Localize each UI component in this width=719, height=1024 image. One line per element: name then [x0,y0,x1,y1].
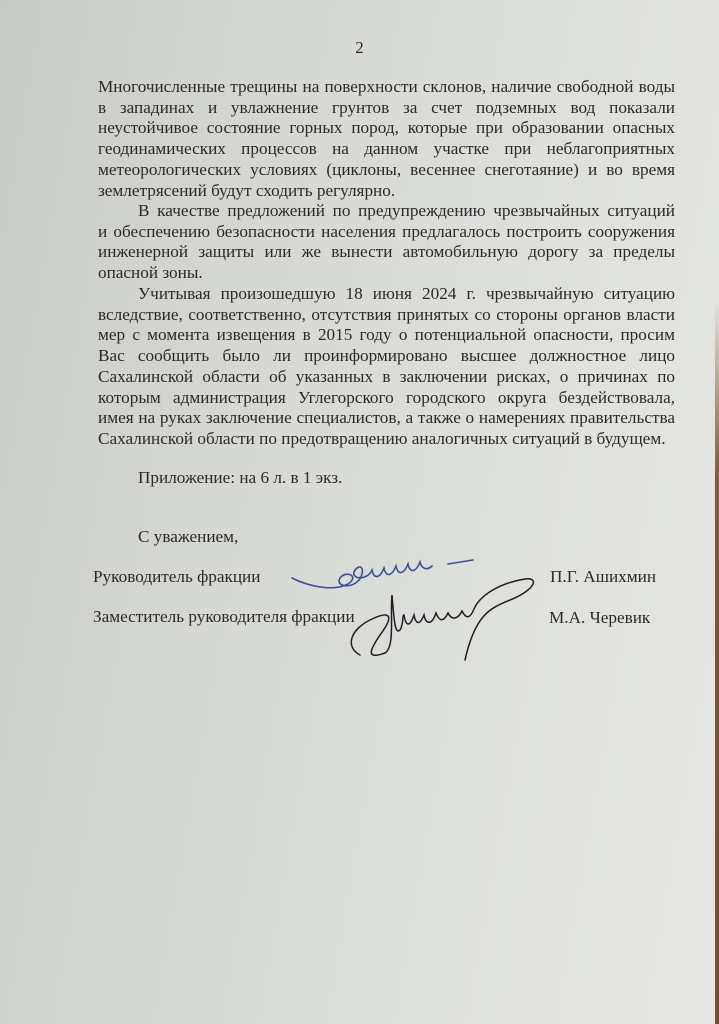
paragraph-slope-cracks [98,77,675,201]
table-edge [715,300,719,1024]
text-line: В качестве предложений по предупреждению чрезвычайных ситуаций [138,201,675,220]
text-line: метеорологических условиях (циклоны, весеннее снеготаяние) и во время [98,159,675,179]
text-line: инженерной защиты или же вынести автомобильную дорогу за пределы [98,242,675,262]
page-number: 2 [355,38,364,57]
text-line: Многочисленные трещины на поверхности склонов, наличие свободной воды [98,77,675,96]
text-line: в западинах и увлажнение грунтов за счет подземных вод показали [98,97,675,117]
text-line: землетрясений будут сходить регулярно. [98,180,396,200]
text-line: опасной зоны. [98,263,203,283]
text-line: имея на руках заключение специалистов, а также о намерениях правительства [98,408,675,428]
paragraph-proposals [98,201,675,284]
text-line: вследствие, соответственно, отсутствия принятых со стороны органов власти [98,304,675,324]
signatory-role-deputy: Заместитель руководителя фракции [93,607,355,626]
signatory-name-head: П.Г. Ашихмин [550,567,657,586]
signature-deputy [340,575,545,665]
signatory-role-head: Руководитель фракции [93,567,261,586]
closing-salutation: С уважением, [138,527,239,546]
text-line: Сахалинской области об указанных в заключении рисках, о причинах по [98,366,675,386]
attachment-note: Приложение: на 6 л. в 1 экз. [138,468,343,487]
paragraph-request [98,284,675,450]
text-line: и обеспечению безопасности населения предлагалось построить сооружения [98,221,675,241]
text-line: которым администрация Углегорского городского округа бездействовала, [98,387,675,407]
text-line: Учитывая произошедшую 18 июня 2024 г. чрезвычайную ситуацию [138,284,675,303]
text-line: неустойчивое состояние горных пород, которые при образовании опасных [98,118,675,138]
signatory-name-deputy: М.А. Черевик [549,608,651,627]
text-line: мер с момента извещения в 2015 году о потенциальной опасности, просим [98,325,675,345]
text-line: Вас сообщить было ли проинформировано высшее должностное лицо [98,346,675,366]
text-line: геодинамических процессов на данном участке при неблагоприятных [98,139,675,159]
text-line: Сахалинской области по предотвращению аналогичных ситуаций в будущем. [98,428,666,448]
